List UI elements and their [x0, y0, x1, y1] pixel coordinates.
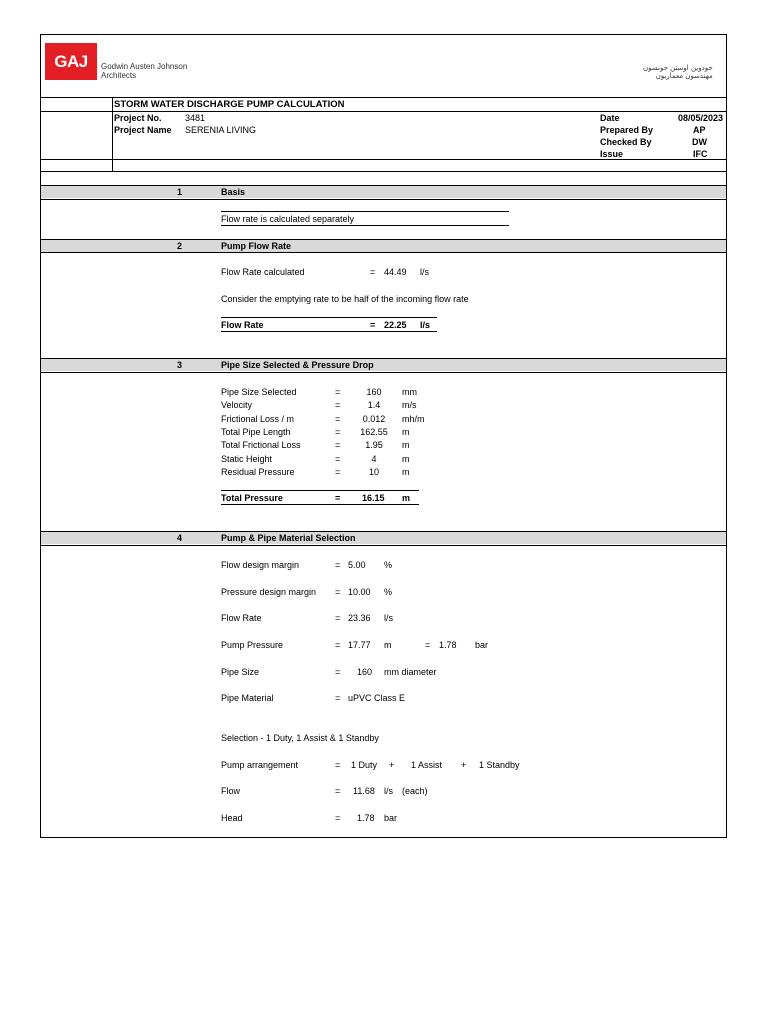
underline	[221, 211, 509, 212]
arrangement-standby: 1 Standby	[479, 760, 520, 770]
design-flow-value: 23.36	[348, 613, 371, 623]
emptying-note: Consider the emptying rate to be half of the incoming flow rate	[221, 294, 469, 304]
total-pressure-label: Total Pressure	[221, 493, 283, 503]
flow-rate-unit: l/s	[420, 320, 431, 330]
section-1-number: 1	[177, 187, 183, 197]
equals-sign: =	[335, 640, 341, 650]
pressure-row-unit: m	[402, 467, 410, 477]
pressure-row-label: Velocity	[221, 400, 253, 410]
checked-value: DW	[692, 137, 707, 147]
equals-sign: =	[370, 320, 376, 330]
design-flow-unit: l/s	[384, 613, 393, 623]
gaj-logo: GAJ	[45, 43, 97, 80]
divider	[40, 97, 727, 98]
pressure-row-label: Static Height	[221, 454, 273, 464]
firm-name-arabic: جودوين اوستن جونسون مهندسون معماريون	[643, 64, 713, 80]
selection-note: Selection - 1 Duty, 1 Assist & 1 Standby	[221, 733, 379, 743]
section-2-title: Pump Flow Rate	[221, 241, 292, 251]
equals-sign: =	[335, 454, 341, 464]
underline	[221, 225, 509, 226]
equals-sign: =	[335, 440, 341, 450]
divider	[40, 171, 727, 172]
flow-rate-label: Flow Rate	[221, 320, 264, 330]
pressure-row-value: 4	[371, 454, 377, 464]
underline	[221, 317, 437, 318]
pressure-row-value: 1.4	[367, 400, 381, 410]
project-no-label: Project No.	[114, 113, 162, 123]
project-no: 3481	[185, 113, 206, 123]
equals-sign: =	[425, 640, 431, 650]
equals-sign: =	[335, 693, 341, 703]
each-flow-label: Flow	[221, 786, 241, 796]
flow-margin-value: 5.00	[348, 560, 366, 570]
section-3-header	[41, 359, 726, 371]
flow-calc-value: 44.49	[384, 267, 407, 277]
flow-margin-label: Flow design margin	[221, 560, 300, 570]
firm-name: Godwin Austen Johnson Architects	[101, 62, 188, 80]
checked-label: Checked By	[600, 137, 652, 147]
divider	[40, 372, 727, 373]
each-flow-unit: l/s	[384, 786, 393, 796]
flow-margin-unit: %	[384, 560, 393, 570]
divider	[40, 545, 727, 546]
pressure-row-unit: m/s	[402, 400, 417, 410]
pressure-row-label: Total Frictional Loss	[221, 440, 301, 450]
date-label: Date	[600, 113, 620, 123]
divider	[40, 199, 727, 200]
pressure-row-unit: m	[402, 427, 410, 437]
prepared-value: AP	[693, 125, 706, 135]
each-flow-value: 11.68	[353, 786, 375, 796]
pump-pressure-label: Pump Pressure	[221, 640, 284, 650]
pump-arrangement-label: Pump arrangement	[221, 760, 299, 770]
underline	[221, 490, 419, 491]
equals-sign: =	[335, 467, 341, 477]
pipe-material-label: Pipe Material	[221, 693, 274, 703]
equals-sign: =	[335, 387, 341, 397]
head-value: 1.78	[357, 813, 375, 823]
issue-label: Issue	[600, 149, 624, 159]
section-4-header	[41, 532, 726, 544]
pressure-row-label: Residual Pressure	[221, 467, 295, 477]
arrangement-duty: 1 Duty	[351, 760, 378, 770]
equals-sign: =	[335, 760, 341, 770]
section-1-title: Basis	[221, 187, 246, 197]
underline	[221, 504, 419, 505]
pump-pressure-bar-unit: bar	[475, 640, 489, 650]
pressure-row-label: Total Pipe Length	[221, 427, 291, 437]
equals-sign: =	[335, 400, 341, 410]
pump-pressure-bar-value: 1.78	[439, 640, 457, 650]
equals-sign: =	[335, 414, 341, 424]
equals-sign: =	[335, 427, 341, 437]
pressure-row-value: 1.95	[365, 440, 383, 450]
pump-pressure-value: 17.77	[348, 640, 371, 650]
section-3-number: 3	[177, 360, 183, 370]
section-4-number: 4	[177, 533, 183, 543]
section-2-header	[41, 240, 726, 252]
project-name: SERENIA LIVING	[185, 125, 257, 135]
pressure-margin-value: 10.00	[348, 587, 371, 597]
project-name-label: Project Name	[114, 125, 172, 135]
design-flow-label: Flow Rate	[221, 613, 262, 623]
equals-sign: =	[370, 267, 376, 277]
pressure-row-value: 10	[368, 467, 379, 477]
plus-sign: +	[461, 760, 467, 770]
pipe-size-unit: mm diameter	[384, 667, 437, 677]
equals-sign: =	[335, 493, 341, 503]
pressure-margin-label: Pressure design margin	[221, 587, 317, 597]
plus-sign: +	[389, 760, 395, 770]
divider	[40, 159, 727, 160]
each-flow-note: (each)	[402, 786, 428, 796]
divider	[112, 97, 113, 171]
pump-pressure-unit: m	[384, 640, 392, 650]
pressure-row-value: 162.55	[360, 427, 388, 437]
pressure-row-value: 0.012	[362, 414, 386, 424]
total-pressure-value: 16.15	[362, 493, 385, 503]
equals-sign: =	[335, 786, 341, 796]
equals-sign: =	[335, 560, 341, 570]
equals-sign: =	[335, 613, 341, 623]
section-2-number: 2	[177, 241, 183, 251]
date-value: 08/05/2023	[678, 113, 724, 123]
pressure-row-label: Pipe Size Selected	[221, 387, 297, 397]
divider	[40, 111, 727, 112]
total-pressure-unit: m	[402, 493, 411, 503]
equals-sign: =	[335, 813, 341, 823]
page-title: STORM WATER DISCHARGE PUMP CALCULATION	[114, 99, 345, 110]
arrangement-assist: 1 Assist	[411, 760, 443, 770]
section-4-title: Pump & Pipe Material Selection	[221, 533, 356, 543]
pressure-row-unit: mm	[402, 387, 417, 397]
section-1-header	[41, 186, 726, 198]
flow-rate-value: 22.25	[384, 320, 407, 330]
pipe-size-label: Pipe Size	[221, 667, 260, 677]
prepared-label: Prepared By	[600, 125, 654, 135]
head-label: Head	[221, 813, 243, 823]
flow-calc-unit: l/s	[420, 267, 429, 277]
divider	[40, 252, 727, 253]
pressure-row-unit: m	[402, 454, 410, 464]
pipe-material-value: uPVC Class E	[348, 693, 406, 703]
equals-sign: =	[335, 667, 341, 677]
equals-sign: =	[335, 587, 341, 597]
flow-calc-label: Flow Rate calculated	[221, 267, 305, 277]
basis-text: Flow rate is calculated separately	[221, 214, 355, 224]
pressure-row-label: Frictional Loss / m	[221, 414, 295, 424]
section-3-title: Pipe Size Selected & Pressure Drop	[221, 360, 374, 370]
pressure-row-unit: m	[402, 440, 410, 450]
pressure-row-unit: mh/m	[402, 414, 425, 424]
head-unit: bar	[384, 813, 398, 823]
issue-value: IFC	[693, 149, 708, 159]
pressure-row-value: 160	[366, 387, 382, 397]
underline	[221, 331, 437, 332]
pressure-margin-unit: %	[384, 587, 393, 597]
pipe-size-value: 160	[357, 667, 373, 677]
